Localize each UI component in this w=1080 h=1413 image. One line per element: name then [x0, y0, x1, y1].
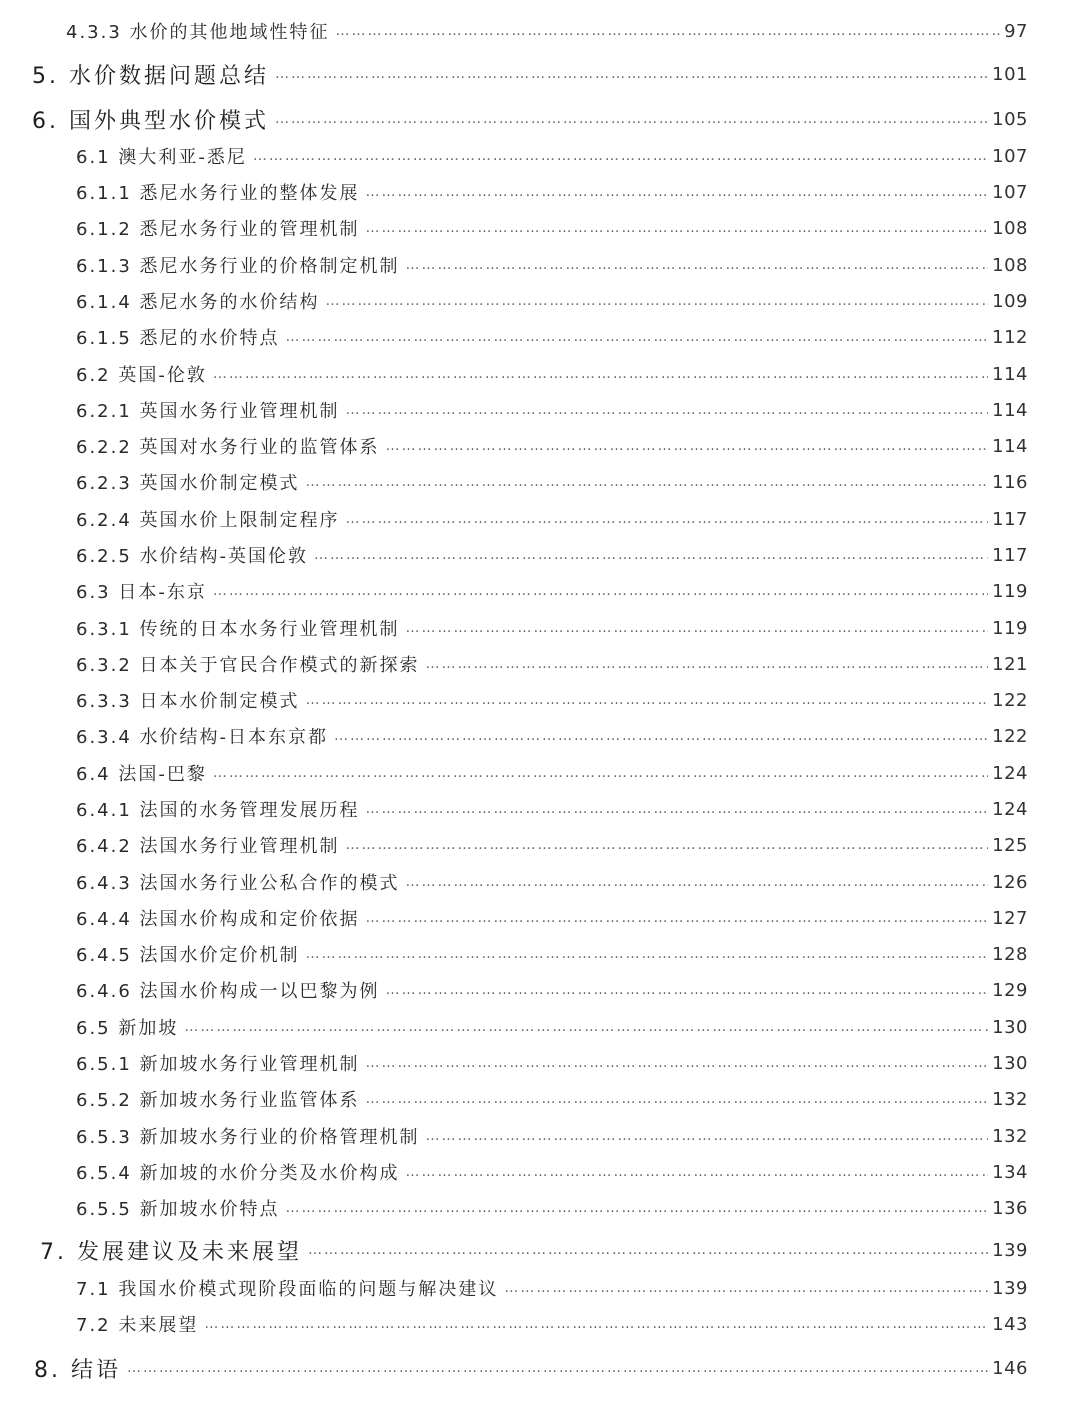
toc-leader-dots — [366, 1055, 989, 1071]
toc-entry-page-number: 109 — [992, 290, 1028, 312]
toc-entry-page-number: 114 — [992, 363, 1028, 385]
toc-entry-title: 6.1 澳大利亚-悉尼 — [76, 147, 247, 168]
toc-entry-title: 6.2.2 英国对水务行业的监管体系 — [76, 437, 380, 458]
toc-entry[interactable] — [76, 973, 1028, 1007]
toc-entry-title: 7.1 我国水价模式现阶段面临的问题与解决建议 — [76, 1279, 499, 1300]
toc-entry-title: 6.4.4 法国水价构成和定价依据 — [76, 909, 360, 930]
toc-leader-dots — [366, 1091, 989, 1107]
toc-entry[interactable] — [76, 792, 1028, 826]
toc-entry-title: 6.3.3 日本水价制定模式 — [76, 691, 300, 712]
toc-leader-dots — [326, 293, 989, 309]
toc-entry[interactable] — [76, 611, 1028, 645]
toc-entry-page-number: 125 — [992, 834, 1028, 856]
toc-entry-title: 6.4 法国-巴黎 — [76, 764, 207, 785]
toc-entry-title: 6.2 英国-伦敦 — [76, 365, 207, 386]
toc-leader-dots — [406, 620, 989, 636]
toc-entry-page-number: 130 — [992, 1052, 1028, 1074]
toc-leader-dots — [314, 547, 988, 563]
toc-leader-dots — [386, 982, 989, 998]
toc-leader-dots — [213, 765, 988, 781]
toc-entry[interactable] — [76, 828, 1028, 862]
toc-entry-title: 6.2.1 英国水务行业管理机制 — [76, 401, 340, 422]
toc-leader-dots — [346, 511, 989, 527]
toc-leader-dots — [366, 910, 989, 926]
toc-entry-page-number: 112 — [992, 326, 1028, 348]
toc-entry[interactable] — [76, 574, 1028, 608]
toc-entry-page-number: 114 — [992, 435, 1028, 457]
toc-entry-title: 6.1.2 悉尼水务行业的管理机制 — [76, 219, 360, 240]
toc-entry-title: 6.4.5 法国水价定价机制 — [76, 945, 300, 966]
toc-entry-title: 6.3.1 传统的日本水务行业管理机制 — [76, 619, 400, 640]
toc-leader-dots — [346, 402, 989, 418]
toc-entry[interactable] — [76, 1046, 1028, 1080]
toc-entry-page-number: 126 — [992, 871, 1028, 893]
toc-entry-title: 6.5 新加坡 — [76, 1018, 179, 1039]
toc-entry-page-number: 108 — [992, 254, 1028, 276]
toc-entry[interactable] — [76, 429, 1028, 463]
toc-leader-dots — [406, 874, 989, 890]
toc-leader-dots — [406, 257, 989, 273]
toc-entry-title: 6.3.2 日本关于官民合作模式的新探索 — [76, 655, 420, 676]
toc-entry-title: 6.2.4 英国水价上限制定程序 — [76, 510, 340, 531]
toc-entry[interactable] — [76, 647, 1028, 681]
toc-entry-page-number: 132 — [992, 1088, 1028, 1110]
toc-leader-dots — [306, 474, 989, 490]
toc-leader-dots — [275, 111, 988, 127]
toc-entry-page-number: 107 — [992, 181, 1028, 203]
toc-leader-dots — [204, 1316, 988, 1332]
toc-leader-dots — [504, 1280, 988, 1296]
toc-leader-dots — [213, 366, 988, 382]
toc-entry-title: 6.5.5 新加坡水价特点 — [76, 1199, 280, 1220]
toc-entry-title: 7. 发展建议及未来展望 — [40, 1239, 302, 1265]
toc-leader-dots — [306, 692, 989, 708]
toc-entry-page-number: 122 — [992, 725, 1028, 747]
toc-entry-title: 6.5.2 新加坡水务行业监管体系 — [76, 1090, 360, 1111]
toc-entry[interactable] — [76, 211, 1028, 245]
toc-entry[interactable] — [76, 901, 1028, 935]
toc-entry-page-number: 117 — [992, 508, 1028, 530]
toc-entry-title: 4.3.3 水价的其他地域性特征 — [66, 22, 330, 43]
toc-entry-page-number: 130 — [992, 1016, 1028, 1038]
toc-entry-page-number: 119 — [992, 617, 1028, 639]
toc-entry-page-number: 139 — [992, 1277, 1028, 1299]
toc-entry-page-number: 101 — [992, 63, 1028, 85]
toc-entry-title: 7.2 未来展望 — [76, 1315, 199, 1336]
toc-entry[interactable] — [76, 1010, 1028, 1044]
toc-leader-dots — [346, 837, 989, 853]
toc-entry-page-number: 124 — [992, 762, 1028, 784]
toc-entry[interactable] — [76, 320, 1028, 354]
toc-entry-title: 6.5.4 新加坡的水价分类及水价构成 — [76, 1163, 400, 1184]
toc-entry[interactable] — [76, 139, 1028, 173]
toc-entry-page-number: 116 — [992, 471, 1028, 493]
toc-leader-dots — [184, 1019, 988, 1035]
toc-leader-dots — [286, 329, 989, 345]
toc-entry-page-number: 107 — [992, 145, 1028, 167]
toc-entry[interactable] — [76, 357, 1028, 391]
toc-entry-title: 6. 国外典型水价模式 — [32, 108, 269, 134]
toc-entry-page-number: 122 — [992, 689, 1028, 711]
toc-entry[interactable] — [76, 284, 1028, 318]
toc-entry-page-number: 97 — [1004, 20, 1028, 42]
toc-entry[interactable] — [76, 465, 1028, 499]
toc-entry-title: 6.2.3 英国水价制定模式 — [76, 473, 300, 494]
toc-entry-title: 6.3 日本-东京 — [76, 582, 207, 603]
toc-entry-page-number: 117 — [992, 544, 1028, 566]
toc-entry-page-number: 146 — [992, 1357, 1028, 1379]
toc-entry-title: 6.4.3 法国水务行业公私合作的模式 — [76, 873, 400, 894]
toc-entry[interactable] — [34, 1351, 1028, 1385]
toc-entry[interactable] — [76, 683, 1028, 717]
toc-entry[interactable] — [76, 175, 1028, 209]
toc-entry[interactable] — [32, 102, 1028, 136]
toc-entry[interactable] — [76, 1271, 1028, 1305]
toc-leader-dots — [366, 220, 989, 236]
toc-entry[interactable] — [76, 538, 1028, 572]
toc-leader-dots — [426, 656, 989, 672]
toc-entry-page-number: 132 — [992, 1125, 1028, 1147]
toc-entry[interactable] — [76, 1082, 1028, 1116]
toc-leader-dots — [213, 583, 988, 599]
toc-entry-page-number: 128 — [992, 943, 1028, 965]
toc-leader-dots — [127, 1360, 988, 1376]
toc-entry-title: 8. 结语 — [34, 1357, 121, 1383]
toc-leader-dots — [308, 1242, 988, 1258]
toc-entry-page-number: 124 — [992, 798, 1028, 820]
toc-leader-dots — [286, 1200, 989, 1216]
toc-leader-dots — [406, 1164, 989, 1180]
toc-entry-page-number: 119 — [992, 580, 1028, 602]
toc-entry-page-number: 114 — [992, 399, 1028, 421]
toc-entry[interactable] — [76, 1155, 1028, 1189]
toc-entry-title: 6.5.3 新加坡水务行业的价格管理机制 — [76, 1127, 420, 1148]
toc-entry[interactable] — [32, 57, 1028, 91]
toc-entry[interactable] — [76, 502, 1028, 536]
toc-leader-dots — [386, 438, 989, 454]
toc-entry[interactable] — [40, 1233, 1028, 1267]
toc-entry-title: 6.4.1 法国的水务管理发展历程 — [76, 800, 360, 821]
toc-entry-title: 6.5.1 新加坡水务行业管理机制 — [76, 1054, 360, 1075]
toc-entry-title: 6.3.4 水价结构-日本东京都 — [76, 727, 329, 748]
toc-leader-dots — [426, 1128, 989, 1144]
toc-entry-page-number: 129 — [992, 979, 1028, 1001]
toc-leader-dots — [253, 148, 988, 164]
toc-leader-dots — [275, 66, 988, 82]
toc-entry[interactable] — [76, 1191, 1028, 1225]
toc-leader-dots — [336, 23, 1001, 39]
toc-entry[interactable] — [76, 719, 1028, 753]
toc-entry-page-number: 127 — [992, 907, 1028, 929]
toc-entry[interactable] — [76, 865, 1028, 899]
toc-entry-title: 6.4.2 法国水务行业管理机制 — [76, 836, 340, 857]
toc-entry-page-number: 143 — [992, 1313, 1028, 1335]
toc-entry-page-number: 136 — [992, 1197, 1028, 1219]
toc-entry-title: 6.1.4 悉尼水务的水价结构 — [76, 292, 320, 313]
toc-leader-dots — [366, 184, 989, 200]
toc-entry[interactable] — [76, 756, 1028, 790]
toc-entry-page-number: 134 — [992, 1161, 1028, 1183]
toc-entry-title: 6.1.5 悉尼的水价特点 — [76, 328, 280, 349]
toc-entry[interactable] — [76, 1307, 1028, 1341]
toc-entry[interactable] — [76, 937, 1028, 971]
toc-leader-dots — [306, 946, 989, 962]
toc-leader-dots — [334, 728, 988, 744]
toc-entry-title: 6.4.6 法国水价构成一以巴黎为例 — [76, 981, 380, 1002]
toc-leader-dots — [366, 801, 989, 817]
toc-entry-page-number: 121 — [992, 653, 1028, 675]
toc-entry-title: 6.2.5 水价结构-英国伦敦 — [76, 546, 309, 567]
toc-entry[interactable] — [66, 14, 1028, 48]
toc-entry[interactable] — [76, 248, 1028, 282]
toc-entry-title: 6.1.1 悉尼水务行业的整体发展 — [76, 183, 360, 204]
toc-entry[interactable] — [76, 1119, 1028, 1153]
toc-entry-page-number: 108 — [992, 217, 1028, 239]
toc-entry-page-number: 105 — [992, 108, 1028, 130]
toc-entry-title: 5. 水价数据问题总结 — [32, 63, 269, 89]
toc-entry-title: 6.1.3 悉尼水务行业的价格制定机制 — [76, 256, 400, 277]
toc-entry-page-number: 139 — [992, 1239, 1028, 1261]
toc-entry[interactable] — [76, 393, 1028, 427]
